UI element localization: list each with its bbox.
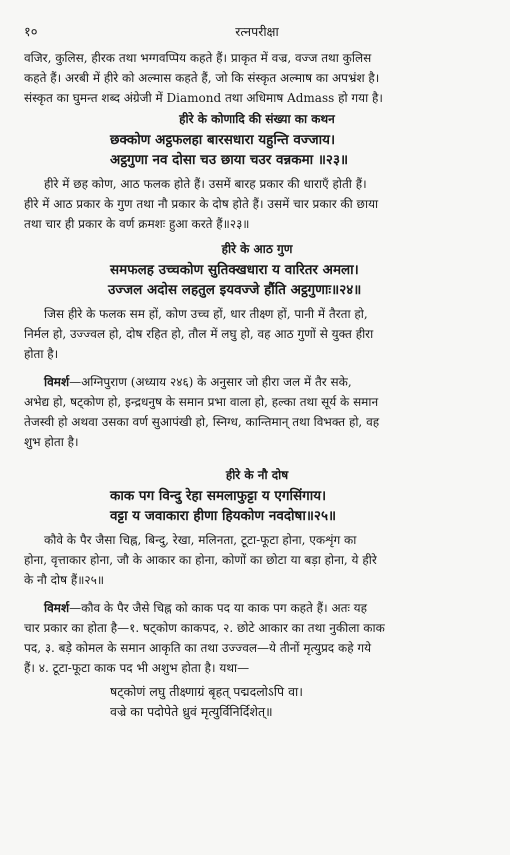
note-line: हैं। ४. टूटा-फूटा काक पद भी अशुभ होता है। यथा—	[24, 661, 250, 675]
paragraph-line: होना, वृत्ताकार होना, जौ के आकार का होना, कोणों का छोटा या बड़ा होना, ये हीरे	[24, 553, 377, 567]
intro-line: संस्कृत का घुमन्त शब्द अंग्रेजी में Diamond तथा अधिमाष Admass हो गया है।	[24, 91, 383, 105]
sanskrit-line: वज्रे का पदोपेते ध्रुवं मृत्युर्विनिर्दिशेत्॥	[110, 704, 273, 719]
paragraph-line: हीरे में छह कोण, आठ फलक होते हैं। उसमें बारह प्रकार की धाराएँ होती हैं।	[44, 177, 367, 191]
verse-line: काक पग विन्दु रेहा समलाफुट्टा य एगसिंगाय।	[110, 488, 327, 504]
section-heading: हीरे के आठ गुण	[221, 242, 293, 256]
paragraph-line: जिस हीरे के फलक सम हों, कोण उच्च हों, धार तीक्ष्ण हों, पानी में तैरता हो,	[44, 307, 368, 321]
paragraph-line: निर्मल हो, उज्ज्वल हो, दोष रहित हो, तौल में लघु हो, वह आठ गुणों से युक्त हीरा	[24, 327, 374, 341]
verse-line: उज्जल अदोस लहतुल इयवज्जे हौंति अट्ठगुणाः॥२४॥	[108, 282, 362, 298]
verse-line: छक्कोण अट्ठफलहा बारसधारा यहुन्ति वज्जाय।	[110, 132, 336, 148]
intro-line: कहते हैं। अरबी में हीरे को अल्मास कहते हैं, जो कि संस्कृत अल्माष का अपभ्रंश है।	[24, 71, 380, 85]
verse-line: अट्ठगुणा नव दोसा चउ छाया चउर वन्नकमा ॥२३॥	[110, 152, 349, 168]
note-line: शुभ होता है।	[24, 435, 79, 449]
paragraph-line: के नौ दोष हैं॥२५॥	[24, 573, 105, 587]
running-title: रत्नपरीक्षा	[235, 24, 279, 39]
note-line: तेजस्वी हो अथवा उसका वर्ण सुआपंखी हो, स्निग्ध, कान्तिमान् तथा विभक्त हो, वह	[24, 415, 380, 429]
verse-line: समफलह उच्चकोण सुतिक्खधारा य वारितर अमला।	[110, 262, 359, 278]
note-text: —कौव के पैर जैसे चिह्न को काक पद या काक पग कहते हैं। अतः यह	[69, 601, 368, 615]
note-line: चार प्रकार का होता है—१. षट्कोण काकपद, २. छोटे आकार का तथा नुकीला काक	[24, 621, 385, 635]
note-text: —अग्निपुराण (अध्याय २४६) के अनुसार जो हीरा जल में तैर सके,	[69, 375, 352, 389]
note-line	[24, 372, 490, 392]
intro-line: वजिर, कुलिस, हीरक तथा भग्गवप्पिय कहते हैं। प्राकृत में वज्र, वज्ज तथा कुलिस	[24, 51, 372, 65]
paragraph-line: हीरे में आठ प्रकार के गुण तथा नौ प्रकार के दोष होते हैं। उसमें चार प्रकार की छाया	[24, 197, 379, 211]
note-line: अभेद्य हो, षट्कोण हो, इन्द्रधनुष के समान प्रभा वाला हो, हल्का तथा सूर्य के समान	[24, 395, 379, 409]
paragraph-line: तथा चार ही प्रकार के वर्ण क्रमशः हुआ करते हैं॥२३॥	[24, 217, 250, 231]
section-heading: हीरे के नौ दोष	[225, 468, 289, 482]
paragraph-line: होता है।	[24, 347, 59, 361]
page-number: १०	[24, 25, 38, 40]
sanskrit-line: षट्कोणं लघु तीक्ष्णाग्रं बृहत् पद्मदलोऽपि वा।	[110, 684, 303, 699]
note-line	[24, 598, 490, 618]
note-label: विमर्श	[44, 375, 70, 389]
note-line: पद, ३. बड़े कोमल के समान आकृति का तथा उज्ज्वल—ये तीनों मृत्युप्रद कहे गये	[24, 641, 372, 655]
note-label: विमर्श	[44, 601, 70, 615]
paragraph-line: कौवे के पैर जैसा चिह्न, बिन्दु, रेखा, मलिनता, टूटा-फूटा होना, एकशृंग का	[44, 533, 357, 547]
verse-line: वट्टा य जवाकारा हीणा हियकोण नवदोषा॥२५॥	[110, 508, 337, 524]
page-header	[24, 22, 490, 42]
section-heading: हीरे के कोणादि की संख्या का कथन	[179, 112, 335, 126]
